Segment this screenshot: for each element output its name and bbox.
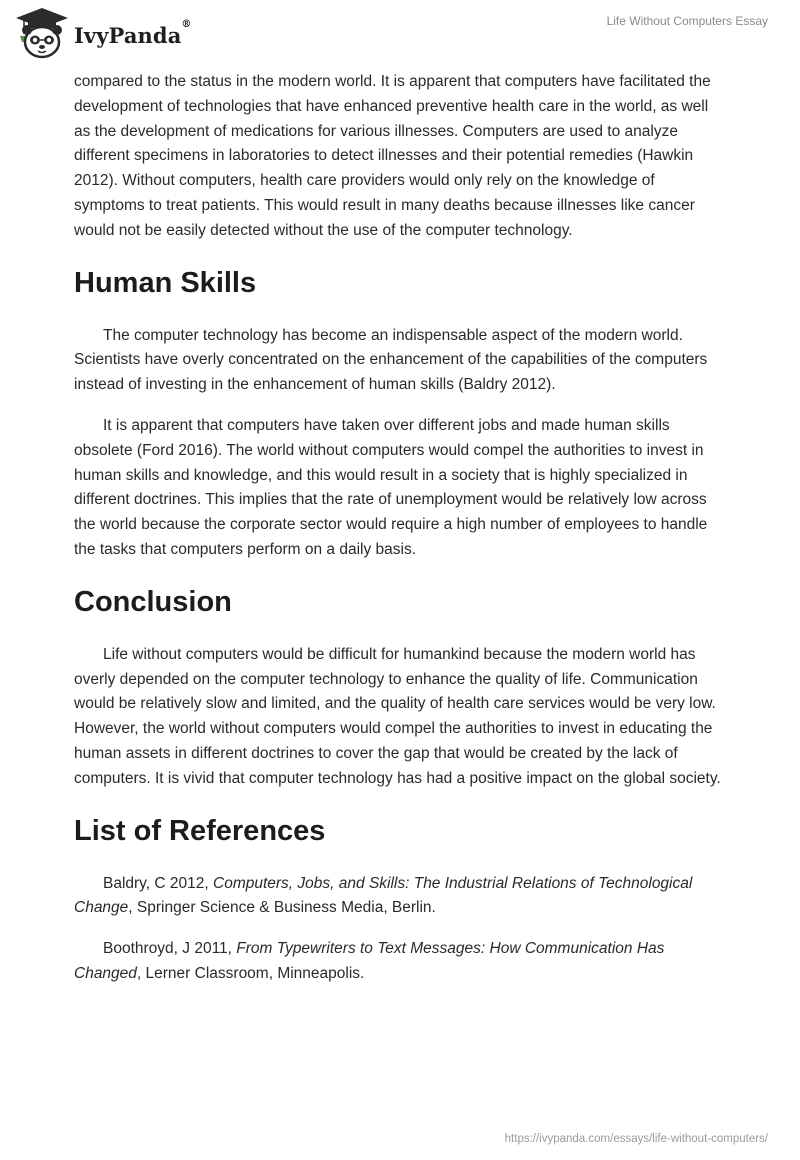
brand-logo[interactable] [14, 6, 192, 60]
reference-item [74, 872, 726, 922]
document-title: Life Without Computers Essay [606, 14, 768, 28]
brand-name: IvyPanda® [74, 18, 192, 48]
paragraph: The computer technology has become an indispensable aspect of the modern world. Scientists have overly concentrated on the enhancement of the capabilities of the computers instead of investing in the enhancement of human skills (Baldry 2012). [74, 326, 708, 394]
reference-item [74, 937, 726, 987]
essay-body [74, 70, 726, 1003]
paragraph: It is apparent that computers have taken over different jobs and made human skills obsolete (Ford 2016). The world without computers would compel the authorities to invest in human skills and knowledge, and this would result in a society that is highly specialized in different doctrines. This implies that the rate of unemployment would be relatively low across the world because the corporate sector would require a high number of employees to handle the tasks that computers perform on a daily basis. [74, 416, 708, 558]
panda-graduate-icon [14, 6, 70, 60]
page-header [0, 0, 800, 70]
reference-title: Computers, Jobs, and Skills: The Industrial Relations of Technological Change [74, 874, 693, 917]
reference-publisher: , Springer Science & Business Media, Berlin. [128, 899, 436, 917]
section-heading-conclusion: Conclusion [74, 585, 232, 618]
paragraph: Life without computers would be difficult for humankind because the modern world has overly depended on the computer technology to enhance the quality of life. Communication would be relatively slow and limited, and the quality of health care services would be very low. However, the world without computers would compel the authorities to invest in educating the human assets in different doctrines to cover the gap that would be created by the lack of computers. It is vivid that computer technology has had a positive impact on the global society. [74, 645, 721, 787]
reference-author: Baldry, C 2012, [103, 874, 213, 892]
reference-publisher: , Lerner Classroom, Minneapolis. [136, 964, 365, 982]
reference-title: From Typewriters to Text Messages: How Communication Has Changed [74, 940, 665, 982]
reference-author: Boothroyd, J 2011, [103, 940, 237, 958]
paragraph: compared to the status in the modern world. It is apparent that computers have facilitated the development of technologies that have enhanced preventive health care in the world, as well as the development of medications for various illnesses. Computers are used to analyze different specimens in laboratories to detect illnesses and their potential remedies (Hawkin 2012). Without computers, health care providers would only rely on the knowledge of symptoms to treat patients. This would result in many deaths because illnesses like cancer would not be easily detected without the use of the computer technology. [74, 73, 711, 239]
source-url[interactable]: https://ivypanda.com/essays/life-without-computers/ [504, 1133, 768, 1145]
section-heading-human-skills: Human Skills [74, 266, 257, 299]
section-heading-references: List of References [74, 814, 326, 847]
